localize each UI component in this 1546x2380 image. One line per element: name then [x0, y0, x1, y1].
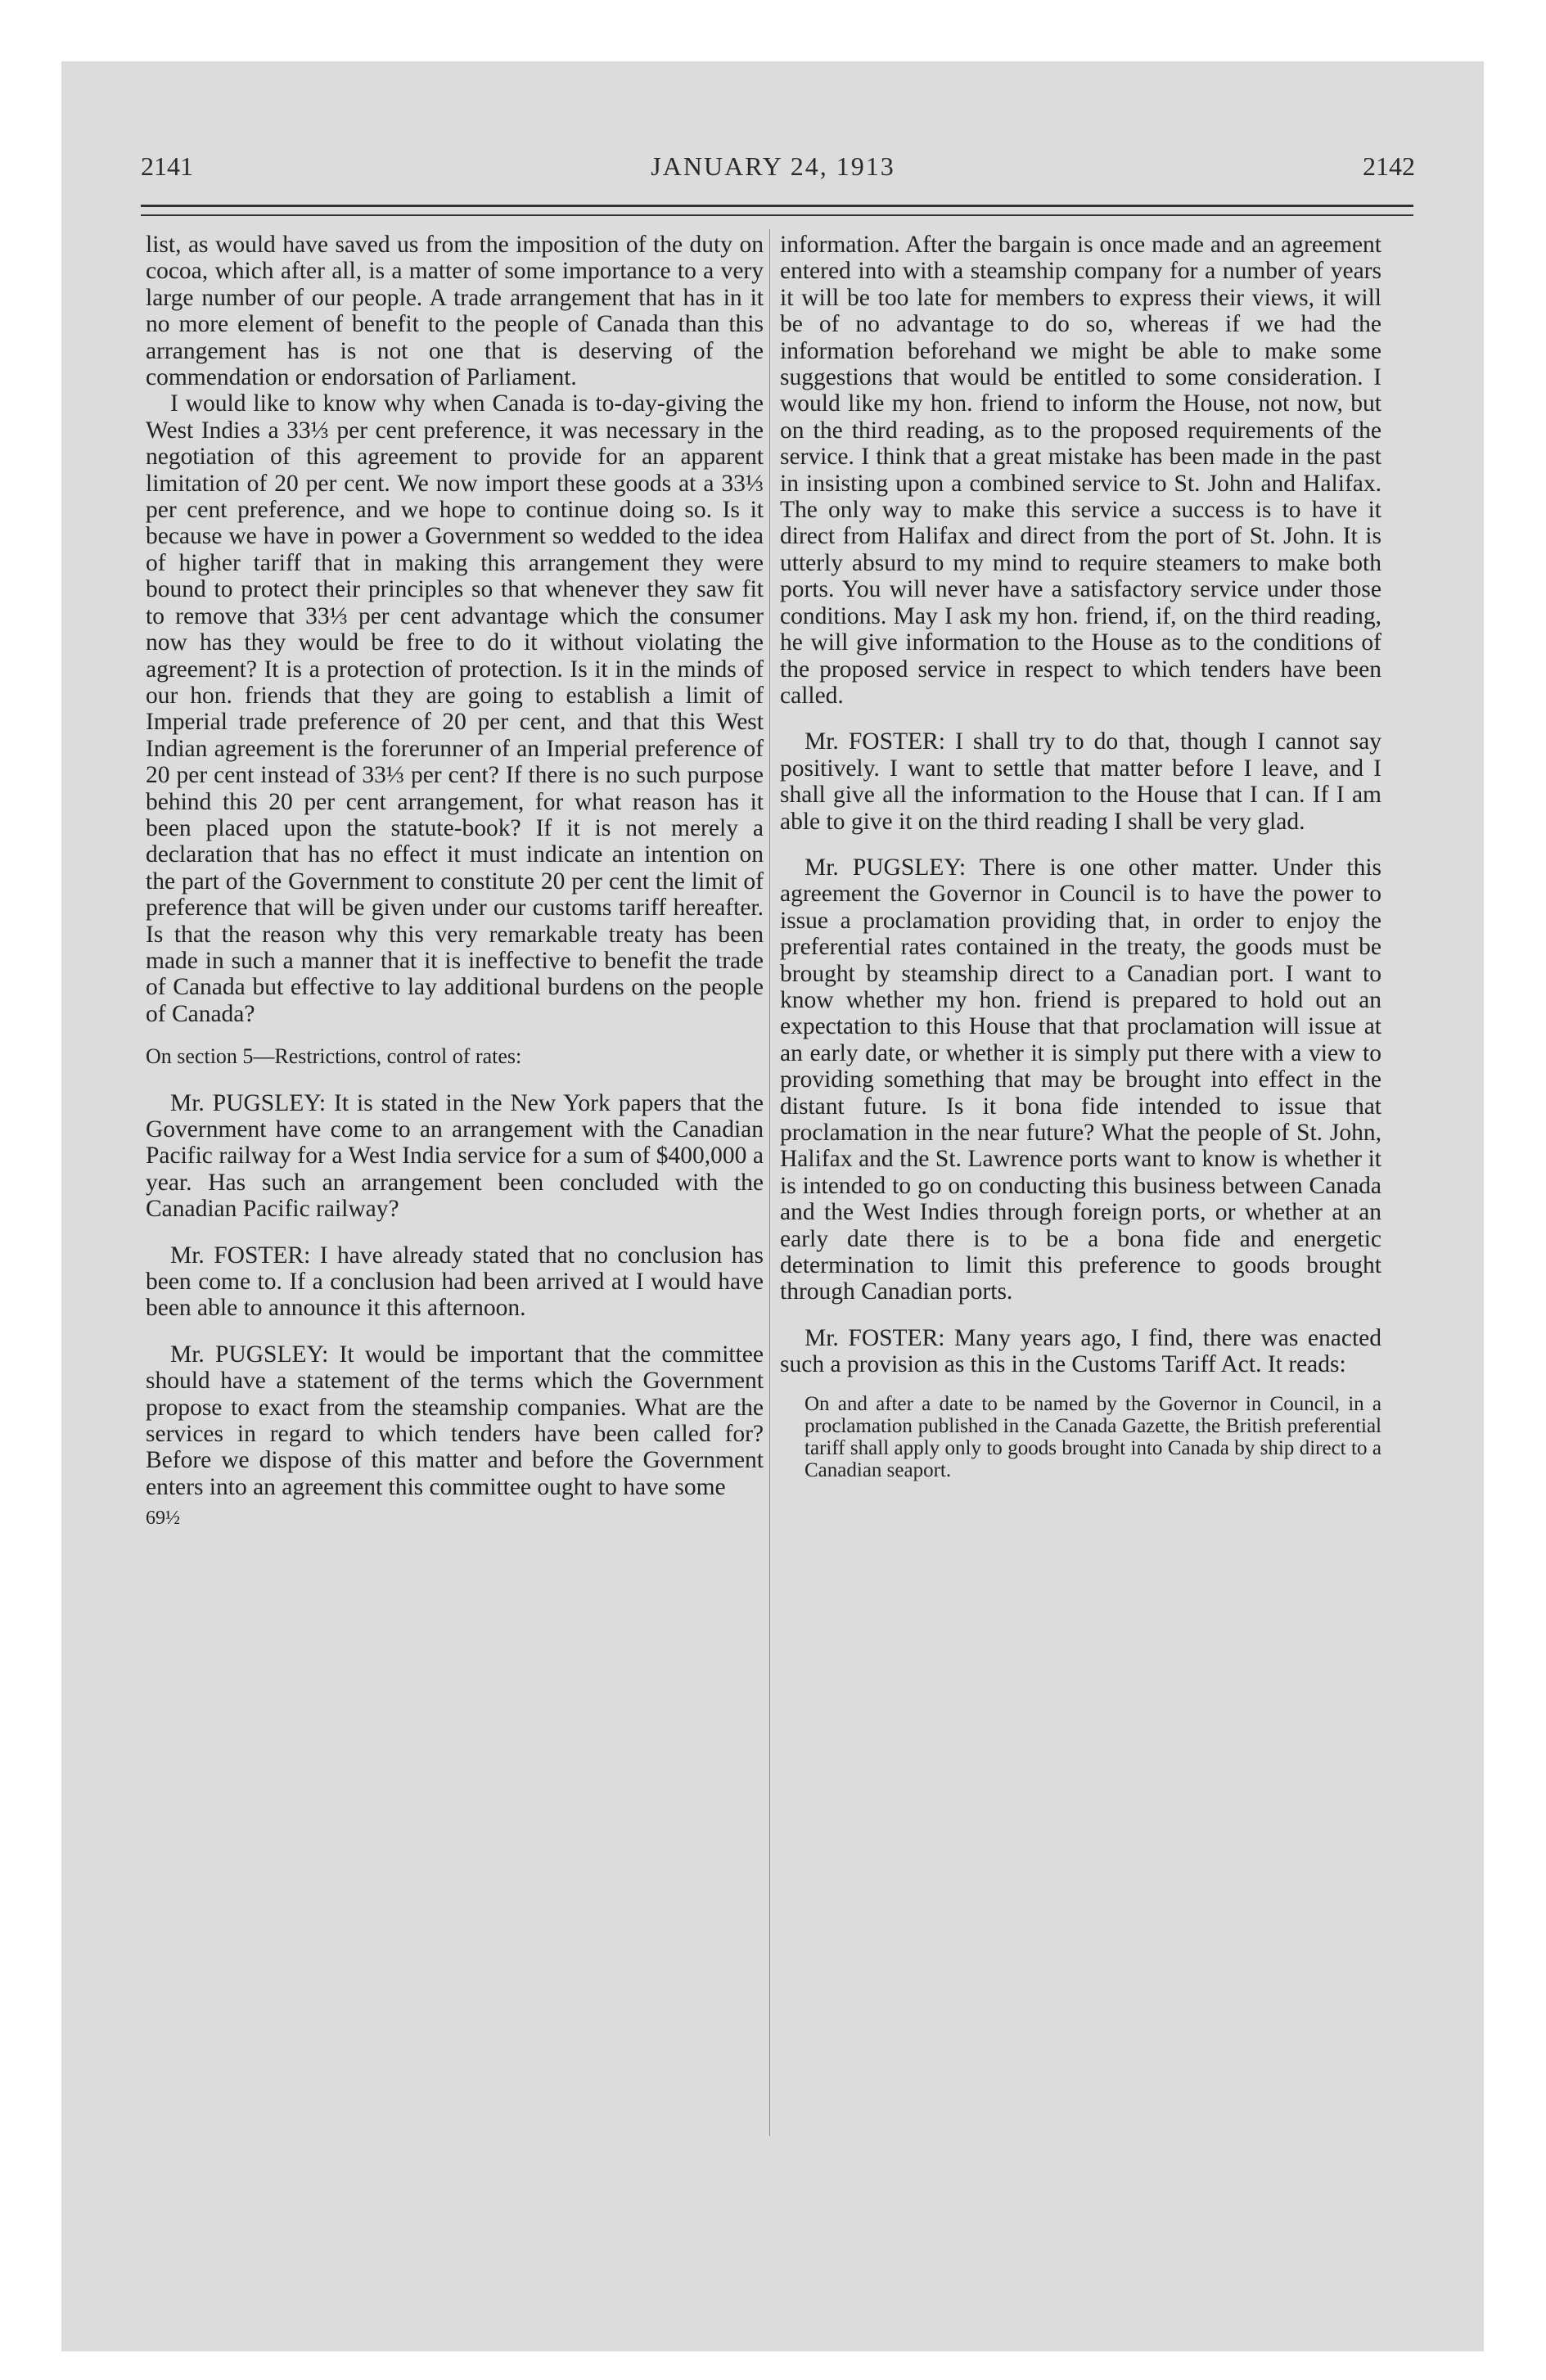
- header-rule-thin: [141, 214, 1413, 216]
- paragraph: Mr. FOSTER: I have already stated that no conclusion has been come to. If a conclusion had been arrived at I would have been able to announce it this afternoon.: [146, 1242, 764, 1322]
- paragraph: list, as would have saved us from the imposition of the duty on cocoa, which after all, is a matter of some importance to a very large number of our people. A trade arrangement that has in it no more element of benefit to the people of Canada than this arrangement has is not one that is deserving of the commendation or endorsation of Parliament.: [146, 232, 764, 391]
- paragraph: Mr. FOSTER: I shall try to do that, though I cannot say positively. I want to settle that matter before I leave, and I shall give all the information to the House that I can. If I am able to give it on the third reading I shall be very glad.: [780, 728, 1381, 835]
- paragraph: I would like to know why when Canada is to-day-giving the West Indies a 33⅓ per cent preference, it was necessary in the negotiation of this agreement to provide for an apparent limitation of 20 per cent. We now import these goods at a 33⅓ per cent preference, and we hope to continue doing so. Is it because we have in power a Government so wedded to the idea of higher tariff that in making this arrangement they were bound to protect their principles so that whenever they saw fit to remove that 33⅓ per cent advantage which the consumer now has they would be free to do it without violating the agreement? It is a protection of protection. Is it in the minds of our hon. friends that they are going to establish a limit of Imperial trade preference of 20 per cent, and that this West Indian agreement is the forerunner of an Imperial preference of 20 per cent instead of 33⅓ per cent? If there is no such purpose behind this 20 per cent arrangement, for what reason has it been placed upon the statute-book? If it is not merely a declaration that has no effect it must indicate an intention on the part of the Government to constitute 20 per cent the limit of preference that will be given under our customs tariff hereafter. Is that the reason why this very remarkable treaty has been made in such a manner that it is ineffective to benefit the trade of Canada but effective to lay additional burdens on the people of Canada?: [146, 390, 764, 1027]
- paragraph: Mr. PUGSLEY: It is stated in the New York papers that the Government have come to an arrangement with the Canadian Pacific railway for a West India service for a sum of $400,000 a year. Has such an arrangement been concluded with the Canadian Pacific railway?: [146, 1089, 764, 1223]
- page-number-left: 2141: [141, 151, 193, 181]
- paragraph: Mr. PUGSLEY: There is one other matter. Under this agreement the Governor in Council is to have the power to issue a proclamation providing that, in order to enjoy the preferential rates contained in the treaty, the goods must be brought by steamship direct to a Canadian port. I want to know whether my hon. friend is prepared to hold out an expectation to this House that that proclamation will issue at an early date, or whether it is simply put there with a view to providing something that may be brought into effect in the distant future. Is it bona fide intended to issue that proclamation in the near future? What the people of St. John, Halifax and the St. Lawrence ports want to know is whether it is intended to go on conducting this business between Canada and the West Indies through foreign ports, or whether at an early date there is to be a bona fide and energetic determination to limit this preference to goods brought through Canadian ports.: [780, 854, 1381, 1305]
- right-column: [780, 232, 1381, 1481]
- paragraph: Mr. PUGSLEY: It would be important that the committee should have a statement of the terms which the Government propose to exact from the steamship companies. What are the services in regard to which tenders have been called for? Before we dispose of this matter and before the Government enters into an agreement this committee ought to have some: [146, 1341, 764, 1500]
- header-rule: [141, 205, 1413, 207]
- section-heading: On section 5—Restrictions, control of rates:: [146, 1044, 522, 1069]
- page-number-right: 2142: [1363, 151, 1415, 181]
- footer-mark: 69½: [146, 1508, 180, 1530]
- quoted-text: On and after a date to be named by the Governor in Council, in a proclamation published in the Canada Gazette, the British preferential tariff shall apply only to goods brought into Canada by ship direct to a Canadian seaport.: [805, 1392, 1381, 1481]
- paragraph: information. After the bargain is once made and an agreement entered into with a steamship company for a number of years it will be too late for members to express their views, it will be of no advantage to do so, whereas if we had the information beforehand we might be able to make some suggestions that would be entitled to some consideration. I would like my hon. friend to inform the House, not now, but on the third reading, as to the proposed requirements of the service. I think that a great mistake has been made in the past in insisting upon a combined service to St. John and Halifax. The only way to make this service a success is to have it direct from Halifax and direct from the port of St. John. It is utterly absurd to my mind to require steamers to make both ports. You will never have a satisfactory service under those conditions. May I ask my hon. friend, if, on the third reading, he will give information to the House as to the conditions of the proposed service in respect to which tenders have been called.: [780, 232, 1381, 709]
- column-divider: [769, 229, 770, 2136]
- left-column: [146, 232, 764, 1532]
- page-date: JANUARY 24, 1913: [651, 151, 895, 181]
- paragraph: Mr. FOSTER: Many years ago, I find, there was enacted such a provision as this in the Customs Tariff Act. It reads:: [780, 1324, 1381, 1378]
